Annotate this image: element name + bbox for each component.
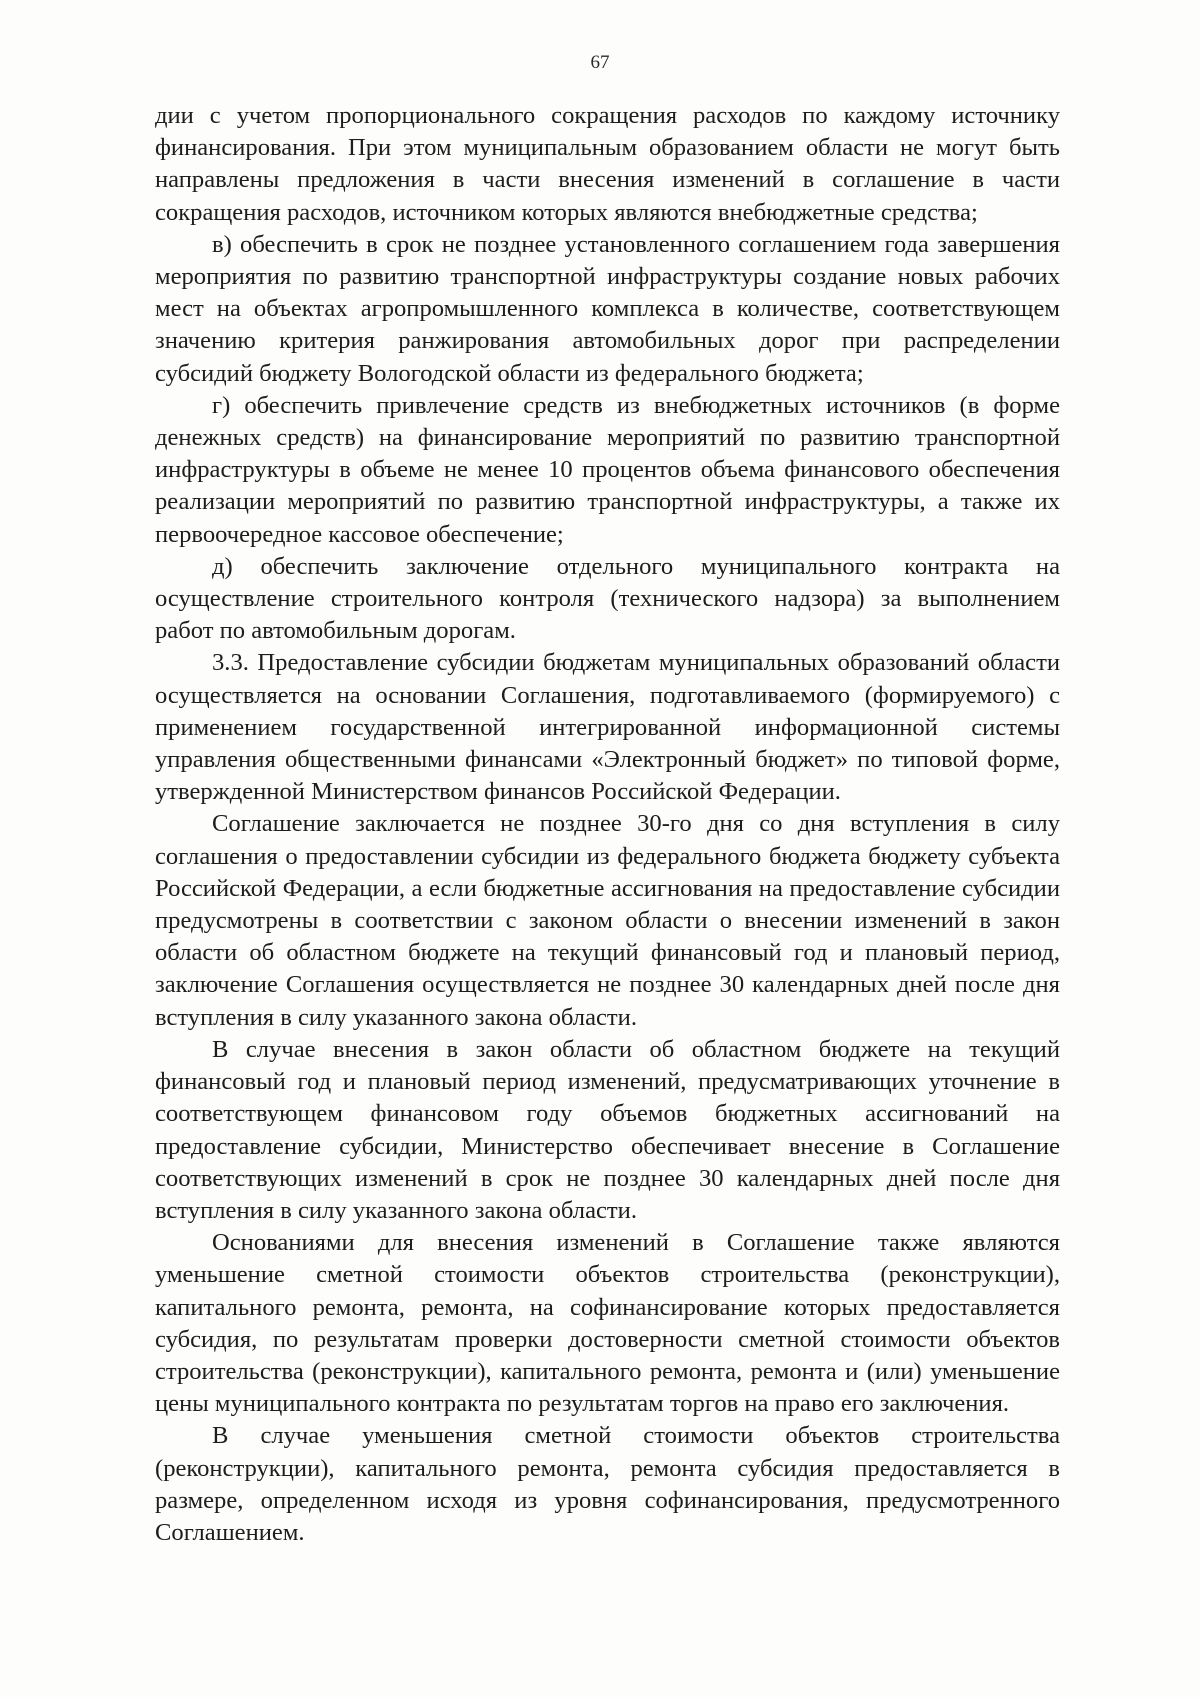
paragraph-law-changes: В случае внесения в закон области об областном бюджете на текущий финансовый год и плановый период изменений, предусматривающих уточнение в соответствующем финансовом году объемов бюджетных ассигнований на предоставление субсидии, Министерство обеспечивает внесение в Соглашение соответствующих изменений в срок не позднее 30 календарных дней после дня вступления в силу указанного закона области. (155, 1035, 1060, 1224)
paragraph-item-g: г) обеспечить привлечение средств из внебюджетных источников (в форме денежных средств) на финансирование мероприятий по развитию транспортной инфраструктуры в объеме не менее 10 процентов объема финансового обеспечения реализации мероприятий по развитию транспортной инфраструктуры, а также их первоочередное кассовое обеспечение; (155, 391, 1060, 548)
page-number: 67 (590, 52, 610, 73)
paragraph-item-v: в) обеспечить в срок не позднее установленного соглашением года завершения мероприятия по развитию транспортной инфраструктуры создание новых рабочих мест на объектах агропромышленного комплекса в количестве, соответствующем значению критерия ранжирования автомобильных дорог при распределении субсидий бюджету Вологодской области из федерального бюджета; (155, 230, 1060, 387)
paragraph-cost-reduction: В случае уменьшения сметной стоимости объектов строительства (реконструкции), капитального ремонта, ремонта субсидия предоставляется в размере, определенном исходя из уровня софинансирования, предусмотренного Соглашением. (155, 1422, 1060, 1546)
paragraph-section-3-3: 3.3. Предоставление субсидии бюджетам муниципальных образований области осуществляется на основании Соглашения, подготавливаемого (формируемого) с применением государственной интегрированной информационной системы управления общественными финансами «Электронный бюджет» по типовой форме, утвержденной Министерством финансов Российской Федерации. (155, 649, 1060, 806)
paragraph-grounds-for-changes: Основаниями для внесения изменений в Соглашение также являются уменьшение сметной стоимости объектов строительства (реконструкции), капитального ремонта, ремонта, на софинансирование которых предоставляется субсидия, по результатам проверки достоверности сметной стоимости объектов строительства (реконструкции), капитального ремонта, ремонта и (или) уменьшение цены муниципального контракта по результатам торгов на право его заключения. (155, 1229, 1060, 1418)
paragraph-item-d: д) обеспечить заключение отдельного муниципального контракта на осуществление строительного контроля (технического надзора) за выполнением работ по автомобильным дорогам. (155, 552, 1060, 645)
document-text (155, 100, 1060, 1549)
paragraph-continuation: дии с учетом пропорционального сокращения расходов по каждому источнику финансирования. При этом муниципальным образованием области не могут быть направлены предложения в части внесения изменений в соглашение в части сокращения расходов, источником которых являются внебюджетные средства; (155, 102, 1060, 226)
paragraph-agreement-term: Соглашение заключается не позднее 30-го дня со дня вступления в силу соглашения о предоставлении субсидии из федерального бюджета бюджету субъекта Российской Федерации, а если бюджетные ассигнования на предоставление субсидии предусмотрены в соответствии с законом области о внесении изменений в закон области об областном бюджете на текущий финансовый год и плановый период, заключение Соглашения осуществляется не позднее 30 календарных дней после дня вступления в силу указанного закона области. (155, 810, 1060, 1031)
